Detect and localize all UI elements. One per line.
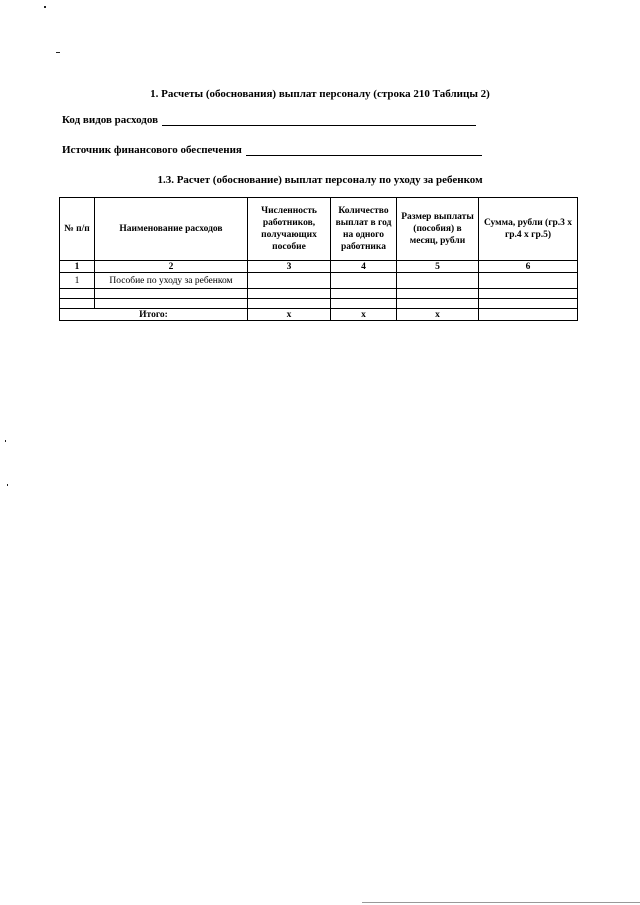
total-cell: x xyxy=(248,309,331,321)
table-cell xyxy=(331,299,397,309)
table-cell xyxy=(60,299,95,309)
table-cell xyxy=(248,289,331,299)
scan-speck xyxy=(44,6,46,8)
istochnik-field xyxy=(62,144,482,156)
kod-fill-line xyxy=(162,116,476,126)
table-cell xyxy=(95,289,248,299)
kod-vidov-rashodov-field xyxy=(62,114,476,126)
column-number: 5 xyxy=(397,261,479,273)
table-cell xyxy=(397,299,479,309)
table-cell xyxy=(95,299,248,309)
total-row xyxy=(60,309,578,321)
table-cell xyxy=(397,289,479,299)
column-header: Сумма, рубли (гр.3 х гр.4 х гр.5) xyxy=(479,198,578,261)
table-row xyxy=(60,299,578,309)
total-label: Итого: xyxy=(60,309,248,321)
table-cell: Пособие по уходу за ребенком xyxy=(95,273,248,289)
table-row xyxy=(60,273,578,289)
total-cell: x xyxy=(331,309,397,321)
page-edge-line xyxy=(362,902,640,903)
column-header: Численность работников, получающих пособие xyxy=(248,198,331,261)
istochnik-fill-line xyxy=(246,146,482,156)
scan-speck xyxy=(7,484,8,486)
istochnik-label: Источник финансового обеспечения xyxy=(62,144,242,156)
calculation-table xyxy=(59,197,578,321)
scan-speck xyxy=(56,52,60,53)
table-cell xyxy=(248,273,331,289)
column-header: Размер выплаты (пособия) в месяц, рубли xyxy=(397,198,479,261)
table-cell: 1 xyxy=(60,273,95,289)
scan-speck xyxy=(5,440,6,442)
table-header-row xyxy=(60,198,578,261)
table-cell xyxy=(60,289,95,299)
column-number: 2 xyxy=(95,261,248,273)
column-header: Наименование расходов xyxy=(95,198,248,261)
column-number: 6 xyxy=(479,261,578,273)
total-cell: x xyxy=(397,309,479,321)
table-cell xyxy=(397,273,479,289)
subsection-title: 1.3. Расчет (обоснование) выплат персоналу по уходу за ребенком xyxy=(157,174,483,186)
column-number: 4 xyxy=(331,261,397,273)
table-cell xyxy=(479,299,578,309)
table-row xyxy=(60,289,578,299)
table-cell xyxy=(331,273,397,289)
total-cell xyxy=(479,309,578,321)
column-header: № п/п xyxy=(60,198,95,261)
kod-label: Код видов расходов xyxy=(62,114,159,126)
table-cell xyxy=(248,299,331,309)
table-cell xyxy=(331,289,397,299)
column-header: Количество выплат в год на одного работника xyxy=(331,198,397,261)
column-number: 3 xyxy=(248,261,331,273)
section-title: 1. Расчеты (обоснования) выплат персоналу (строка 210 Таблицы 2) xyxy=(150,88,490,100)
table-cell xyxy=(479,273,578,289)
column-number-row xyxy=(60,261,578,273)
column-number: 1 xyxy=(60,261,95,273)
table-cell xyxy=(479,289,578,299)
